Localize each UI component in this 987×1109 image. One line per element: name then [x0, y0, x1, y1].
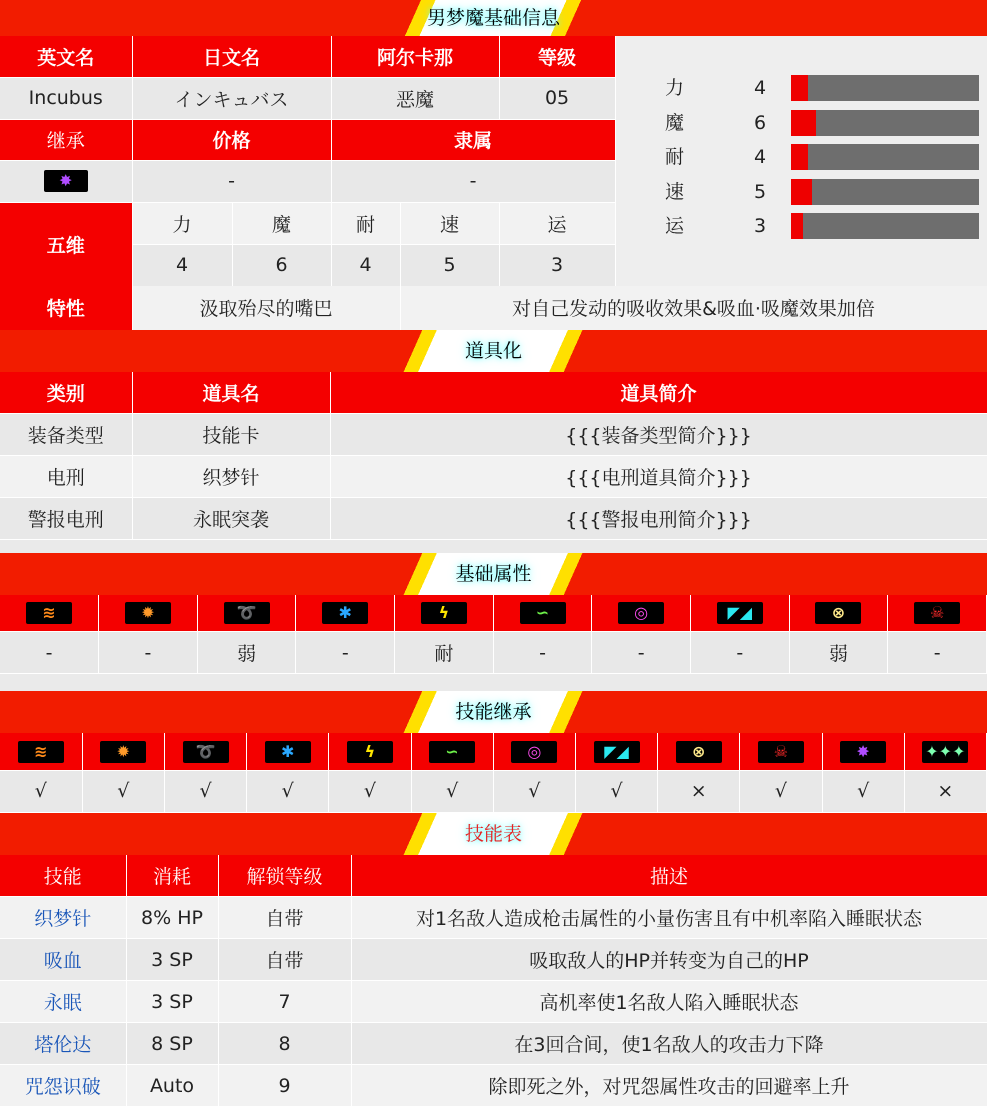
- inherit-value-cell: √: [164, 770, 246, 812]
- physical-icon: ≋: [18, 741, 64, 763]
- item-category: 警报电刑: [0, 497, 132, 539]
- stat-bar-name: 耐: [665, 146, 685, 168]
- stat-value-endurance: 4: [331, 244, 400, 286]
- banner-skills: [0, 813, 987, 855]
- table-row: [0, 455, 987, 497]
- trait-description: 对自己发动的吸收效果&吸血·吸魔效果加倍: [400, 286, 987, 330]
- attributes-table: [0, 595, 987, 675]
- skill-unlock: 8: [218, 1023, 351, 1065]
- inherit-value-cell: √: [329, 770, 411, 812]
- inherit-icon-cell: [0, 733, 82, 770]
- inherit-value-row: [0, 770, 987, 812]
- attrs-icon-cell: [296, 595, 395, 632]
- attrs-value-cell: -: [296, 632, 395, 674]
- header-inherit: 继承: [0, 119, 132, 160]
- inherit-icon-cell: [822, 733, 904, 770]
- nuclear-icon: ◤◢: [717, 602, 763, 624]
- header-japanese-name: 日文名: [132, 36, 331, 77]
- header-unlock-level: 解锁等级: [218, 855, 351, 897]
- stat-bar-value: 4: [754, 146, 767, 168]
- attrs-icon-cell: [493, 595, 592, 632]
- inherit-icon-cell: [493, 733, 575, 770]
- attrs-value-cell: -: [592, 632, 691, 674]
- section-title-item: 道具化: [464, 340, 522, 362]
- gun-icon: ✹: [125, 602, 171, 624]
- electric-icon: ϟ: [421, 602, 467, 624]
- stat-bar-row: [616, 109, 987, 137]
- table-row: [0, 1023, 987, 1065]
- inherit-icon-cell: [575, 733, 657, 770]
- curse-icon: ✸: [840, 741, 886, 763]
- inherit-icon-cell: [329, 733, 411, 770]
- header-item-name: 道具名: [132, 372, 330, 413]
- skill-description: 吸取敌人的HP并转变为自己的HP: [351, 939, 987, 981]
- fire-icon: ➰: [224, 602, 270, 624]
- skill-unlock: 自带: [218, 939, 351, 981]
- attrs-icon-cell: [888, 595, 987, 632]
- attrs-value-cell: -: [0, 632, 99, 674]
- value-level: 05: [499, 77, 615, 119]
- header-item-category: 类别: [0, 372, 132, 413]
- electric-icon: ϟ: [347, 741, 393, 763]
- stat-bar-value: 6: [754, 111, 767, 134]
- skill-description: 在3回合间，使1名敌人的攻击力下降: [351, 1023, 987, 1065]
- skill-link[interactable]: 塔伦达: [0, 1023, 126, 1065]
- attrs-value-cell: -: [99, 632, 198, 674]
- stat-name-strength: 力: [132, 202, 232, 244]
- stat-bar-value: 5: [754, 180, 767, 203]
- skill-link[interactable]: 织梦针: [0, 897, 126, 939]
- bless-icon: ⊗: [676, 741, 722, 763]
- header-affiliation: 隶属: [331, 119, 615, 160]
- stat-bar-name: 力: [665, 77, 685, 99]
- stat-name-luck: 运: [499, 202, 615, 244]
- banner-inheritance: [0, 691, 987, 733]
- ice-icon: ✱: [322, 602, 368, 624]
- stat-bar-fill: [791, 179, 812, 205]
- inherit-value-cell: √: [740, 770, 822, 812]
- inherit-icon-cell: [411, 733, 493, 770]
- banner-attributes: [0, 553, 987, 595]
- stat-bar-name: 魔: [665, 111, 685, 134]
- stat-name-agility: 速: [400, 202, 499, 244]
- banner-item: [0, 330, 987, 372]
- attrs-value-cell: 弱: [197, 632, 296, 674]
- basic-info-area: [0, 36, 987, 330]
- skill-description: 除即死之外，对咒怨属性攻击的回避率上升: [351, 1065, 987, 1107]
- inherit-value-cell: √: [247, 770, 329, 812]
- item-name: 技能卡: [132, 413, 330, 455]
- attrs-icon-cell: [197, 595, 296, 632]
- inherit-icon-cell: [164, 733, 246, 770]
- skill-unlock: 9: [218, 1065, 351, 1107]
- section-title-inheritance: 技能继承: [455, 701, 532, 723]
- trait-name: 汲取殆尽的嘴巴: [132, 286, 400, 330]
- item-desc: {{{警报电刑简介}}}: [330, 497, 987, 539]
- header-skill: 技能: [0, 855, 126, 897]
- stat-bar-name: 运: [665, 215, 685, 237]
- inherit-value-cell: ×: [658, 770, 740, 812]
- inherit-icon-row: [0, 733, 987, 770]
- fire-icon: ➰: [183, 741, 229, 763]
- attrs-icon-cell: [99, 595, 198, 632]
- stat-bar-row: [616, 74, 987, 102]
- skill-unlock: 7: [218, 981, 351, 1023]
- section-title-basic-info: 男梦魔基础信息: [426, 7, 560, 29]
- table-row: [0, 413, 987, 455]
- banner-basic-info: [0, 0, 987, 36]
- stat-bar-name: 速: [665, 180, 685, 203]
- attrs-icon-cell: [395, 595, 494, 632]
- ice-icon: ✱: [265, 741, 311, 763]
- header-stats: 五维: [0, 202, 132, 286]
- stat-name-magic: 魔: [232, 202, 331, 244]
- attrs-value-cell: -: [690, 632, 789, 674]
- skill-cost: 8 SP: [126, 1023, 218, 1065]
- physical-icon: ≋: [26, 602, 72, 624]
- attrs-icon-cell: [789, 595, 888, 632]
- skill-link[interactable]: 永眠: [0, 981, 126, 1023]
- inherit-value-cell: √: [822, 770, 904, 812]
- inherit-value-cell: √: [82, 770, 164, 812]
- inherit-icon-cell: [904, 733, 986, 770]
- item-name: 永眠突袭: [132, 497, 330, 539]
- stat-value-magic: 6: [232, 244, 331, 286]
- stat-value-strength: 4: [132, 244, 232, 286]
- attrs-value-cell: 弱: [789, 632, 888, 674]
- stat-bar-track: [791, 110, 979, 136]
- header-description: 描述: [351, 855, 987, 897]
- header-item-desc: 道具简介: [330, 372, 987, 413]
- skill-link[interactable]: 咒怨识破: [0, 1065, 126, 1107]
- attrs-value-cell: 耐: [395, 632, 494, 674]
- table-row: [0, 897, 987, 939]
- skill-cost: 3 SP: [126, 939, 218, 981]
- gun-icon: ✹: [100, 741, 146, 763]
- inherit-value-cell: ×: [904, 770, 986, 812]
- header-price: 价格: [132, 119, 331, 160]
- stat-value-agility: 5: [400, 244, 499, 286]
- item-desc: {{{电刑道具简介}}}: [330, 455, 987, 497]
- attrs-icon-cell: [0, 595, 99, 632]
- stat-bar-value: 4: [754, 77, 767, 99]
- stat-bar-row: [616, 143, 987, 171]
- table-row: [0, 939, 987, 981]
- curse-skull-icon: ☠: [758, 741, 804, 763]
- item-name: 织梦针: [132, 455, 330, 497]
- header-trait: 特性: [0, 286, 132, 330]
- value-arcana: 恶魔: [331, 77, 499, 119]
- trait-table: [0, 286, 987, 331]
- skills-table: [0, 855, 987, 1108]
- table-row: [0, 497, 987, 539]
- header-arcana: 阿尔卡那: [331, 36, 499, 77]
- skill-description: 高机率使1名敌人陷入睡眠状态: [351, 981, 987, 1023]
- value-japanese-name: インキュバス: [132, 77, 331, 119]
- curse-skull-icon: ☠: [914, 602, 960, 624]
- attrs-icon-cell: [592, 595, 691, 632]
- inheritance-table: [0, 733, 987, 813]
- curse-icon: ✸: [44, 170, 88, 192]
- almighty-icon: ✦✦✦: [922, 741, 968, 763]
- psy-icon: ◎: [618, 602, 664, 624]
- attrs-value-row: [0, 632, 987, 674]
- psy-icon: ◎: [511, 741, 557, 763]
- bless-icon: ⊗: [815, 602, 861, 624]
- section-title-attributes: 基础属性: [455, 562, 532, 585]
- header-level: 等级: [499, 36, 615, 77]
- attrs-value-cell: -: [888, 632, 987, 674]
- wind-icon: ∽: [520, 602, 566, 624]
- stat-bar-row: [616, 212, 987, 240]
- stat-name-endurance: 耐: [331, 202, 400, 244]
- section-title-skills: 技能表: [464, 822, 522, 845]
- inherit-icon-cell: [247, 733, 329, 770]
- table-row: [0, 981, 987, 1023]
- nuclear-icon: ◤◢: [594, 741, 640, 763]
- item-category: 装备类型: [0, 413, 132, 455]
- skill-cost: Auto: [126, 1065, 218, 1107]
- wind-icon: ∽: [429, 741, 475, 763]
- item-table: [0, 372, 987, 540]
- stat-value-luck: 3: [499, 244, 615, 286]
- skill-unlock: 自带: [218, 897, 351, 939]
- attrs-icon-cell: [690, 595, 789, 632]
- stat-bar-row: [616, 178, 987, 206]
- skill-description: 对1名敌人造成枪击属性的小量伤害且有中机率陷入睡眠状态: [351, 897, 987, 939]
- skill-link[interactable]: 吸血: [0, 939, 126, 981]
- inherit-value-cell: √: [0, 770, 82, 812]
- basic-info-table: [0, 36, 616, 287]
- inherit-icon-cell: [82, 733, 164, 770]
- item-category: 电刑: [0, 455, 132, 497]
- stat-bar-fill: [791, 110, 816, 136]
- value-affiliation: -: [331, 160, 615, 202]
- item-desc: {{{装备类型简介}}}: [330, 413, 987, 455]
- stat-bar-fill: [791, 144, 808, 170]
- value-price: -: [132, 160, 331, 202]
- inherit-value-cell: √: [493, 770, 575, 812]
- stat-bar-fill: [791, 213, 803, 239]
- stat-bars-panel: [616, 36, 987, 286]
- value-english-name: Incubus: [0, 77, 132, 119]
- table-row: [0, 1065, 987, 1107]
- attrs-icon-row: [0, 595, 987, 632]
- inherit-value-cell: √: [411, 770, 493, 812]
- stat-bar-fill: [791, 75, 808, 101]
- header-cost: 消耗: [126, 855, 218, 897]
- stat-bar-track: [791, 213, 979, 239]
- inherit-icon-cell: [740, 733, 822, 770]
- skill-cost: 8% HP: [126, 897, 218, 939]
- stat-bar-value: 3: [754, 215, 767, 237]
- inherit-value-cell: √: [575, 770, 657, 812]
- header-english-name: 英文名: [0, 36, 132, 77]
- inherit-icon-cell: [658, 733, 740, 770]
- skill-cost: 3 SP: [126, 981, 218, 1023]
- stat-bar-track: [791, 179, 979, 205]
- stat-bar-track: [791, 75, 979, 101]
- attrs-value-cell: -: [493, 632, 592, 674]
- value-inherit: [0, 160, 132, 202]
- stat-bar-track: [791, 144, 979, 170]
